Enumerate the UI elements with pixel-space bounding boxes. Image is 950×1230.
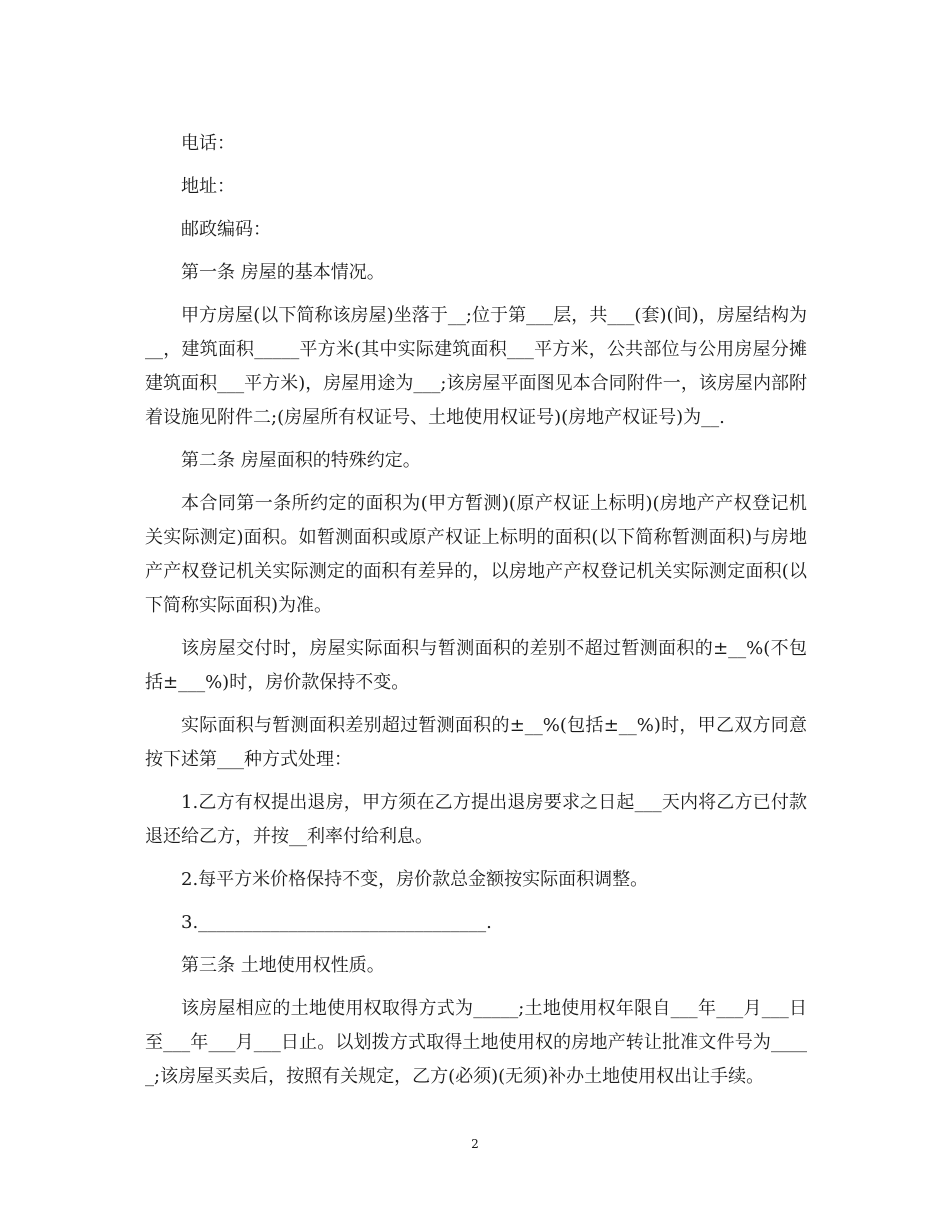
paragraph-phone: 电话： [181,133,235,154]
article-2-body: 本合同第一条所约定的面积为(甲方暂测)(原产权证上标明)(房地产产权登记机关实际测定)面积。如暂测面积或原产权证上标明的面积(以下简称暂测面积)与房地产产权登记机关实际测定的面积有差异的，以房地产产权登记机关实际测定面积(以下简称实际面积)为准。 [145,493,807,616]
paragraph-address: 地址： [181,176,235,197]
article-3-body: 该房屋相应的土地使用权取得方式为_____;土地使用权年限自___年___月___日至___年___月___日止。以划拨方式取得土地使用权的房地产转让批准文件号为_____;该房屋买卖后，按照有关规定，乙方(必须)(无须)补办土地使用权出让手续。 [145,998,807,1087]
article-2-option-2: 2.每平方米价格保持不变，房价款总金额按实际面积调整。 [181,869,649,890]
article-1-body: 甲方房屋(以下简称该房屋)坐落于__;位于第___层，共___(套)(间)，房屋结构为__，建筑面积_____平方米(其中实际建筑面积___平方米，公共部位与公用房屋分摊建筑面积___平方米)，房屋用途为___;该房屋平面图见本合同附件一，该房屋内部附着设施见附件二;(房屋所有权证号、土地使用权证号)(房地产权证号)为__. [145,305,807,428]
article-2-exceed: 实际面积与暂测面积差别超过暂测面积的±__%(包括±__%)时，甲乙双方同意按下述第___种方式处理： [145,715,807,770]
article-3-heading: 第三条 土地使用权性质。 [181,955,385,976]
article-2-option-1: 1.乙方有权提出退房，甲方须在乙方提出退房要求之日起___天内将乙方已付款退还给乙方，并按__利率付给利息。 [145,792,807,847]
document-body [145,127,807,1103]
article-1-heading: 第一条 房屋的基本情况。 [181,262,385,283]
article-2-heading: 第二条 房屋面积的特殊约定。 [181,450,421,471]
article-2-tolerance: 该房屋交付时，房屋实际面积与暂测面积的差别不超过暂测面积的±__%(不包括±___%)时，房价款保持不变。 [145,638,807,693]
paragraph-postcode: 邮政编码： [181,219,271,240]
article-2-option-3: 3.________________________________. [181,912,492,933]
page-number: 2 [471,1137,479,1151]
